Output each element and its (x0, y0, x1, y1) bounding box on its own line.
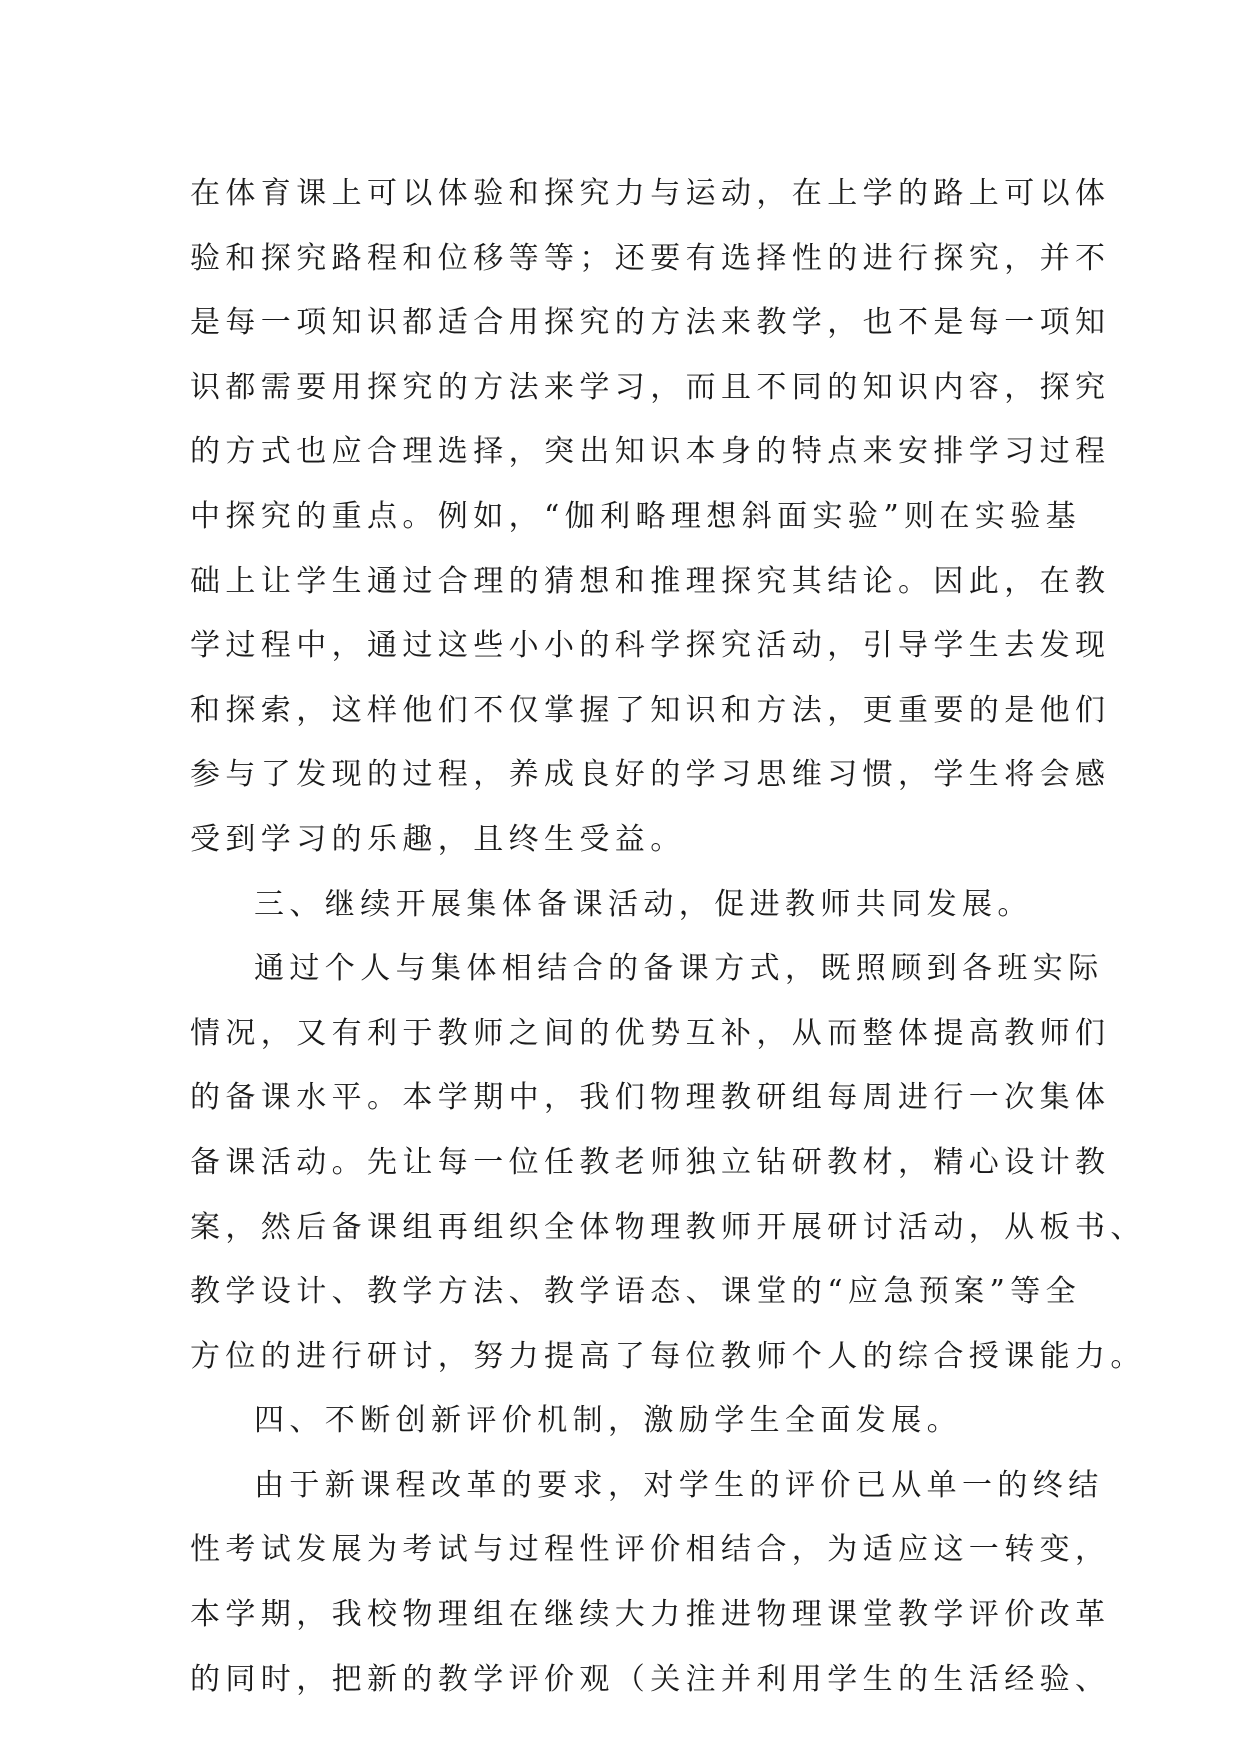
text-line: 通过个人与集体相结合的备课方式，既照顾到各班实际 (254, 951, 1104, 987)
text-line: 三、继续开展集体备课活动，促进教师共同发展。 (254, 886, 1033, 922)
text-line: 在体育课上可以体验和探究力与运动，在上学的路上可以体 (190, 176, 1111, 211)
text-line: 案，然后备课组再组织全体物理教师开展研讨活动，从板书、 (190, 1209, 1146, 1245)
text-line: 和探索，这样他们不仅掌握了知识和方法，更重要的是他们 (190, 692, 1111, 728)
text-line: 的备课水平。本学期中，我们物理教研组每周进行一次集体 (190, 1080, 1111, 1116)
text-line: 方位的进行研讨，努力提高了每位教师个人的综合授课能力。 (190, 1338, 1146, 1374)
text-line: 是每一项知识都适合用探究的方法来教学，也不是每一项知 (190, 305, 1111, 341)
text-line: 础上让学生通过合理的猜想和推理探究其结论。因此，在教 (190, 563, 1111, 599)
text-line: 参与了发现的过程，养成良好的学习思维习惯，学生将会感 (190, 757, 1111, 793)
text-line: 由于新课程改革的要求，对学生的评价已从单一的终结 (254, 1467, 1104, 1503)
text-line: 的同时，把新的教学评价观（关注并利用学生的生活经验、 (190, 1661, 1111, 1697)
text-line: 中探究的重点。例如，“伽利略理想斜面实验”则在实验基 (190, 498, 1082, 534)
text-line: 教学设计、教学方法、教学语态、课堂的“应急预案”等全 (190, 1274, 1082, 1310)
text-line: 识都需要用探究的方法来学习，而且不同的知识内容，探究 (190, 369, 1111, 405)
text-line: 本学期，我校物理组在继续大力推进物理课堂教学评价改革 (190, 1597, 1111, 1633)
text-line: 四、不断创新评价机制，激励学生全面发展。 (254, 1403, 962, 1439)
text-line: 验和探究路程和位移等等；还要有选择性的进行探究，并不 (190, 240, 1111, 276)
text-line: 受到学习的乐趣，且终生受益。 (190, 821, 686, 857)
text-line: 学过程中，通过这些小小的科学探究活动，引导学生去发现 (190, 628, 1111, 664)
body-text (190, 162, 1146, 1712)
text-line: 情况，又有利于教师之间的优势互补，从而整体提高教师们 (190, 1015, 1111, 1051)
text-line: 性考试发展为考试与过程性评价相结合，为适应这一转变， (190, 1532, 1111, 1568)
text-line: 的方式也应合理选择，突出知识本身的特点来安排学习过程 (190, 434, 1111, 470)
text-line: 备课活动。先让每一位任教老师独立钻研教材，精心设计教 (190, 1144, 1111, 1180)
